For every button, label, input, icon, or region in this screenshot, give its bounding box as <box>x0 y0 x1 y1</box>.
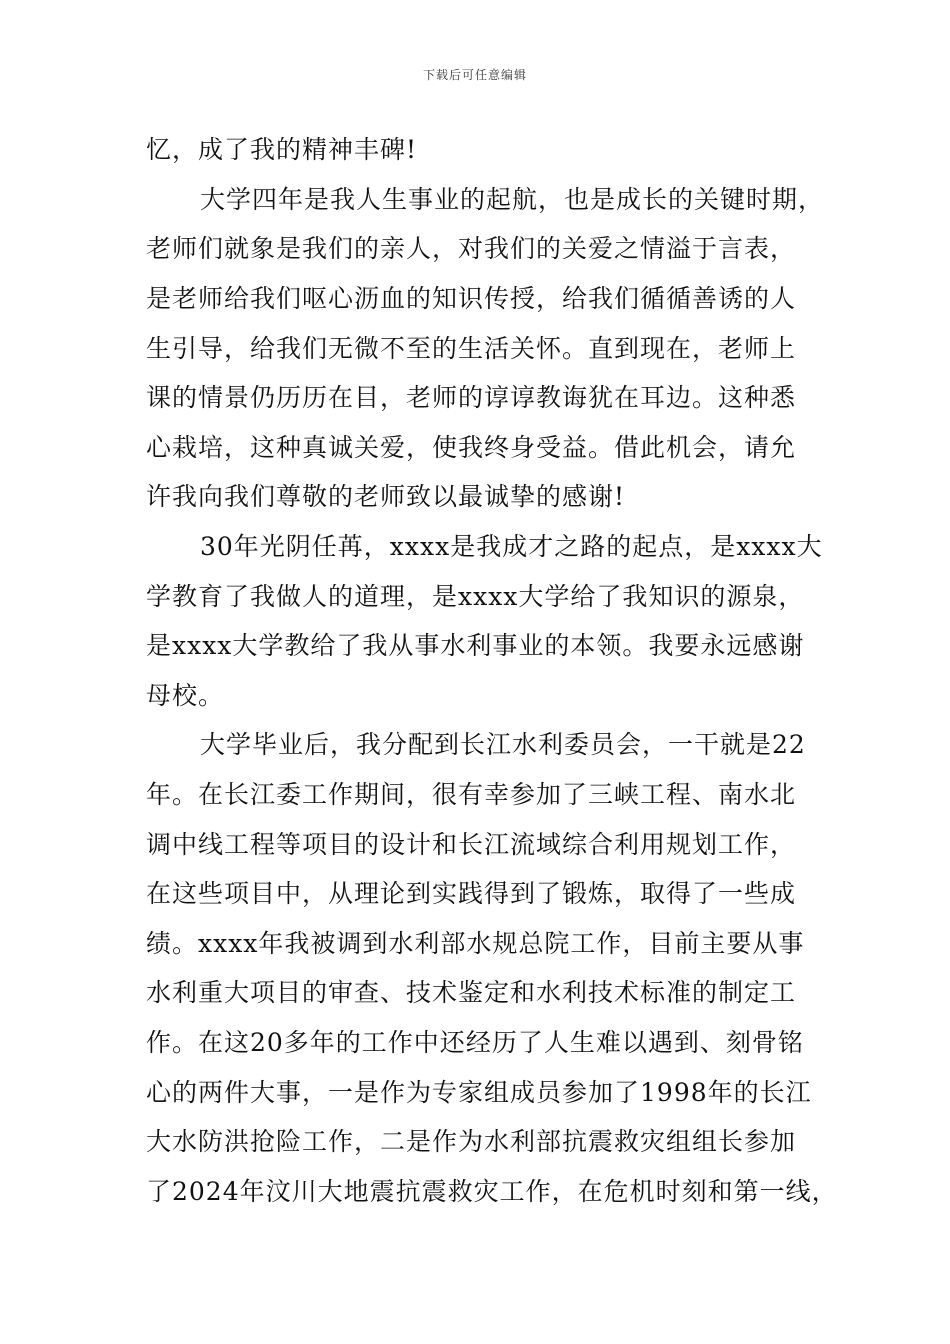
text-line: 生引导，给我们无微不至的生活关怀。直到现在，老师上 <box>146 334 797 363</box>
text-line: 了2024年汶川大地震抗震救灾工作，在危机时刻和第一线， <box>146 1177 838 1206</box>
text-line: 水利重大项目的审查、技术鉴定和水利技术标准的制定工 <box>146 978 797 1007</box>
paragraph-first-line: 大学毕业后，我分配到长江水利委员会，一干就是22 <box>200 730 806 759</box>
text-line: 大水防洪抢险工作，二是作为水利部抗震救灾组组长参加 <box>146 1127 797 1156</box>
text-line: 课的情景仍历历在目，老师的谆谆教诲犹在耳边。这种悉 <box>146 383 797 412</box>
paragraph-first-line: 大学四年是我人生事业的起航，也是成长的关键时期， <box>200 185 825 214</box>
paragraph-first-line: 30年光阴任苒，xxxx是我成才之路的起点，是xxxx大 <box>200 532 823 561</box>
text-line: 是老师给我们呕心沥血的知识传授，给我们循循善诱的人 <box>146 284 797 313</box>
text-line: 心的两件大事，一是作为专家组成员参加了1998年的长江 <box>146 1078 812 1107</box>
text-line: 在这些项目中，从理论到实践得到了锻炼，取得了一些成 <box>146 879 797 908</box>
text-line: 调中线工程等项目的设计和长江流域综合利用规划工作， <box>146 830 797 859</box>
text-line: 年。在长江委工作期间，很有幸参加了三峡工程、南水北 <box>146 780 797 809</box>
text-line: 作。在这20多年的工作中还经历了人生难以遇到、刻骨铭 <box>146 1028 804 1057</box>
text-line: 学教育了我做人的道理，是xxxx大学给了我知识的源泉， <box>146 582 805 611</box>
text-line: 绩。xxxx年我被调到水利部水规总院工作，目前主要从事 <box>146 929 805 958</box>
text-line: 是xxxx大学教给了我从事水利事业的本领。我要永远感谢 <box>146 631 805 660</box>
text-line: 忆，成了我的精神丰碑! <box>146 135 418 164</box>
text-line: 母校。 <box>146 681 225 710</box>
page-header: 下载后可任意编辑 <box>422 68 527 82</box>
text-line: 心栽培，这种真诚关爱，使我终身受益。借此机会，请允 <box>146 433 797 462</box>
text-line: 许我向我们尊敬的老师致以最诚挚的感谢! <box>146 482 626 511</box>
text-line: 老师们就象是我们的亲人，对我们的关爱之情溢于言表， <box>146 234 797 263</box>
